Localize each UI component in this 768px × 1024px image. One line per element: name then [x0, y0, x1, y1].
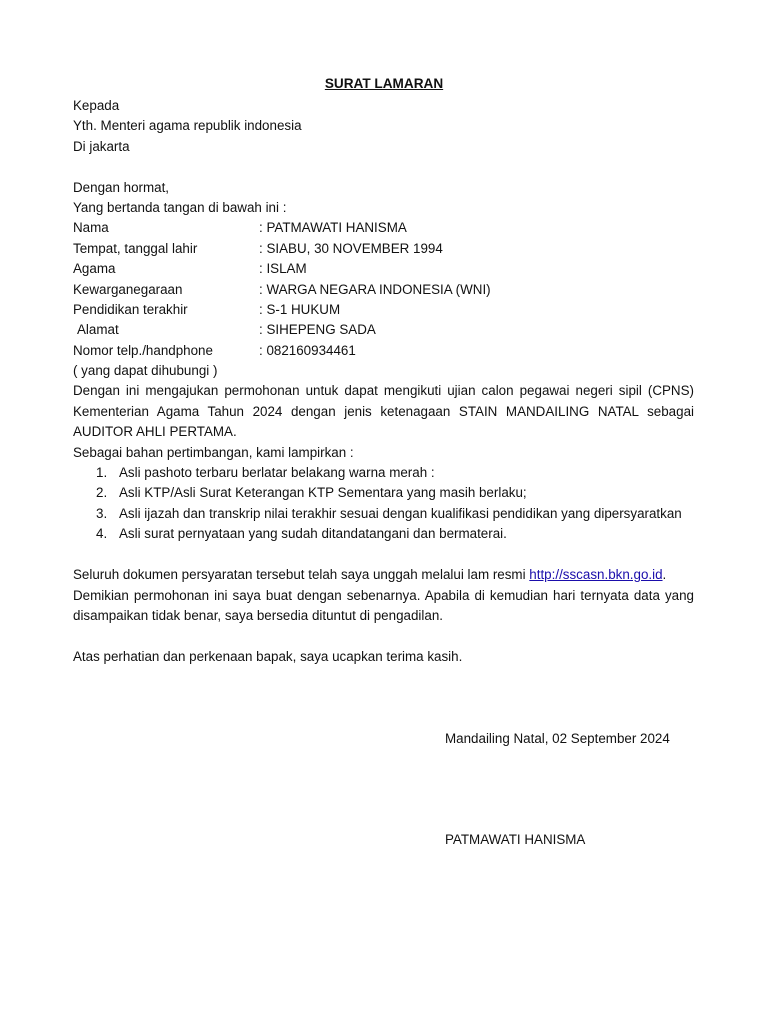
field-row-citizenship: [73, 280, 694, 300]
upload-paragraph: [73, 565, 694, 585]
field-value: : WARGA NEGARA INDONESIA (WNI): [259, 281, 491, 297]
list-number: 4.: [96, 526, 108, 542]
attachments-intro: Sebagai bahan pertimbangan, kami lampirkan :: [73, 444, 354, 460]
identity-fields: [73, 218, 694, 361]
request-paragraph: Dengan ini mengajukan permohonan untuk dapat mengikuti ujian calon pegawai negeri sipil (CPNS) Kementerian Agama Tahun 2024 dengan jenis ketenagaan STAIN MANDAILING NATAL sebagai AUDITOR AHLI PERTAMA.: [73, 383, 694, 440]
field-label: Kewarganegaraan: [73, 281, 183, 297]
attachment-text: Asli ijazah dan transkrip nilai terakhir sesuai dengan kualifikasi pendidikan yang dipersyaratkan: [119, 505, 682, 521]
attachment-item: [96, 463, 694, 483]
closing-paragraph: Demikian permohonan ini saya buat dengan sebenarnya. Apabila di kemudian hari ternyata data yang disampaikan tidak benar, saya bersedia dituntut di pengadilan.: [73, 587, 694, 623]
signature-name: PATMAWATI HANISMA: [445, 832, 586, 847]
letter-title: SURAT LAMARAN: [324, 76, 444, 91]
list-number: 2.: [96, 485, 108, 501]
field-value: : SIABU, 30 NOVEMBER 1994: [259, 240, 443, 256]
field-label: Tempat, tanggal lahir: [73, 240, 198, 256]
field-row-phone: [73, 341, 694, 361]
list-number: 3.: [96, 505, 108, 521]
attachment-text: Asli KTP/Asli Surat Keterangan KTP Sementara yang masih berlaku;: [119, 485, 527, 501]
phone-note: ( yang dapat dihubungi ): [73, 363, 218, 379]
field-value: : PATMAWATI HANISMA: [259, 220, 407, 236]
field-row-address: [73, 320, 694, 340]
field-row-name: [73, 218, 694, 238]
field-label: Agama: [73, 261, 116, 277]
list-number: 1.: [96, 465, 108, 481]
place-date: Mandailing Natal, 02 September 2024: [445, 731, 670, 746]
field-row-religion: [73, 259, 694, 279]
field-value: : 082160934461: [259, 342, 356, 358]
field-value: : SIHEPENG SADA: [259, 322, 376, 338]
field-label: Nama: [73, 220, 109, 236]
field-label: Nomor telp./handphone: [73, 342, 213, 358]
field-label: Pendidikan terakhir: [73, 301, 188, 317]
letter-body: [73, 96, 694, 667]
attachments-list: [73, 463, 694, 545]
spacer: [73, 545, 694, 565]
field-row-birth: [73, 239, 694, 259]
upload-end: .: [662, 567, 667, 583]
recipient-line-3: Di jakarta: [73, 138, 130, 154]
intro-line: Yang bertanda tangan di bawah ini :: [73, 199, 287, 215]
recipient-line-2: Yth. Menteri agama republik indonesia: [73, 118, 302, 134]
field-row-education: [73, 300, 694, 320]
thanks-line: Atas perhatian dan perkenaan bapak, saya ucapkan terima kasih.: [73, 648, 463, 664]
attachment-item: [96, 524, 694, 544]
spacer: [73, 626, 694, 646]
field-value: : ISLAM: [259, 261, 307, 277]
upload-text: Seluruh dokumen persyaratan tersebut telah saya unggah melalui lam resmi: [73, 567, 526, 583]
sscasn-link[interactable]: http://sscasn.bkn.go.id: [529, 567, 663, 583]
greeting: Dengan hormat,: [73, 179, 170, 195]
field-value: : S-1 HUKUM: [259, 301, 341, 317]
attachment-text: Asli pashoto terbaru berlatar belakang warna merah :: [119, 465, 435, 481]
attachment-item: [96, 483, 694, 503]
spacer: [73, 157, 694, 177]
field-label: Alamat: [77, 322, 119, 338]
attachment-text: Asli surat pernyataan yang sudah ditandatangani dan bermaterai.: [119, 526, 507, 542]
recipient-line-1: Kepada: [73, 98, 120, 113]
attachment-item: [96, 504, 694, 524]
